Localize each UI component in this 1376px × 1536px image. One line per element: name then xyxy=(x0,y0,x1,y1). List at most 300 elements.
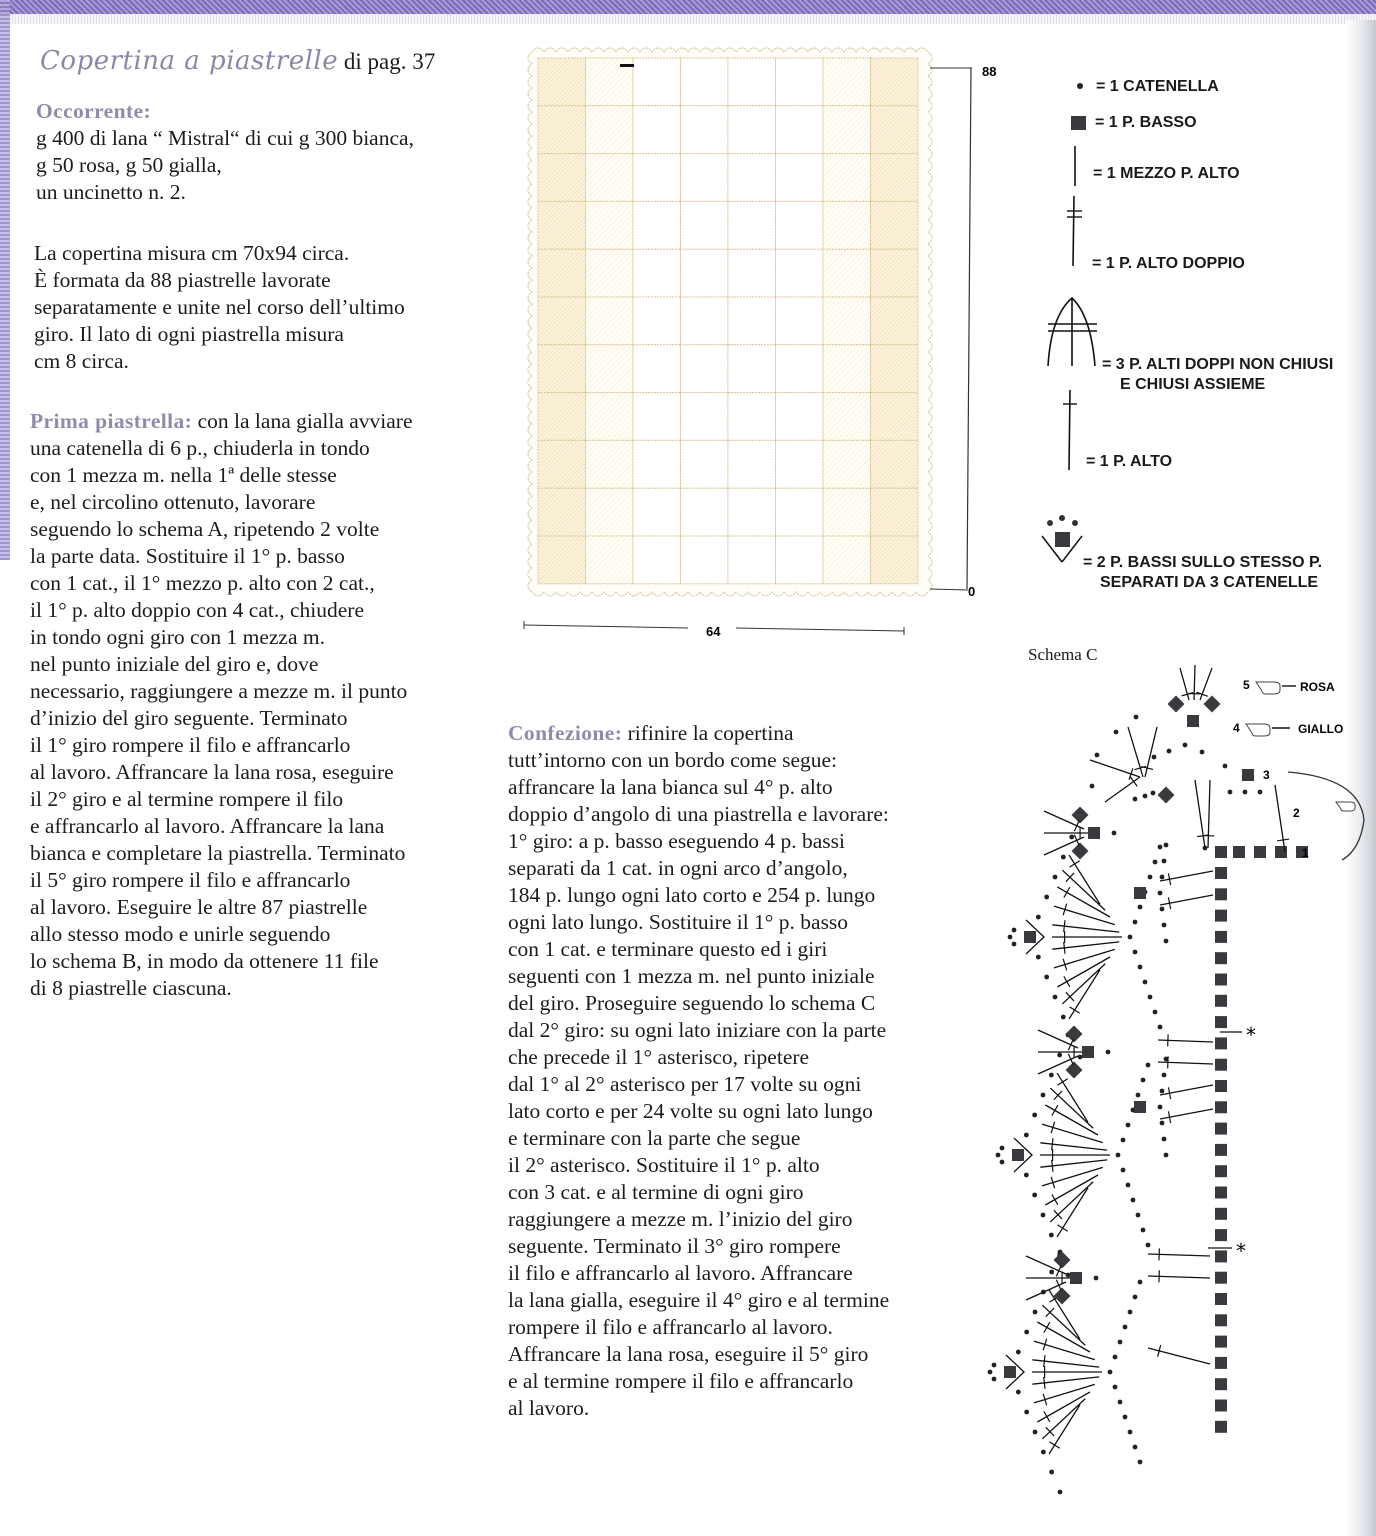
chain-stitch xyxy=(1243,790,1248,795)
page-top-border xyxy=(0,0,1376,14)
chain-stitch xyxy=(1008,935,1013,940)
prima-heading: Prima piastrella: xyxy=(30,409,193,433)
tile-cell xyxy=(681,536,729,584)
prima-line: bianca e completare la piastrella. Terminato xyxy=(30,841,406,865)
prima-line: una catenella di 6 p., chiuderla in tondo xyxy=(30,436,370,460)
single-crochet-stitch xyxy=(1215,974,1227,986)
chain-stitch xyxy=(1146,1243,1151,1248)
single-crochet-stitch xyxy=(1215,1208,1227,1220)
chain-stitch xyxy=(988,1370,993,1375)
asterisk-1: * xyxy=(1246,1023,1256,1047)
tall-stitch xyxy=(1034,1341,1095,1360)
round-label-1: 1 xyxy=(1302,846,1309,860)
tile-cell xyxy=(633,201,681,249)
single-crochet-stitch xyxy=(1215,952,1227,964)
start-marker xyxy=(620,64,634,67)
prima-line: al lavoro. Eseguire le altre 87 piastrelle xyxy=(30,895,368,919)
single-crochet-stitch xyxy=(1215,1293,1227,1305)
tile-cell xyxy=(776,440,824,488)
chain-stitch xyxy=(1143,794,1148,799)
legend-label-alto: = 1 P. ALTO xyxy=(1086,453,1173,470)
tile-cells xyxy=(538,58,918,584)
edging-chart xyxy=(980,660,1376,1510)
tile-cell xyxy=(538,536,586,584)
single-crochet-stitch xyxy=(1215,1016,1227,1028)
single-crochet-stitch xyxy=(1088,827,1100,839)
tile-cell xyxy=(538,154,586,202)
chain-stitch xyxy=(1136,1213,1141,1218)
tile-cell xyxy=(823,249,871,297)
single-crochet-stitch xyxy=(1134,1101,1146,1113)
tile-cell xyxy=(681,440,729,488)
chain-stitch xyxy=(1041,1213,1046,1218)
confezione-line: seguenti con 1 mezza m. nel punto iniziale xyxy=(508,964,875,988)
stitch-crossbar xyxy=(1070,861,1080,867)
confezione-line: del giro. Proseguire seguendo lo schema C xyxy=(508,991,876,1015)
chain-stitch xyxy=(1153,1010,1158,1015)
tall-stitch xyxy=(1057,957,1110,987)
tile-cell xyxy=(728,393,776,441)
tile-cell xyxy=(728,249,776,297)
tall-stitch xyxy=(1160,871,1213,881)
tile-cell xyxy=(538,488,586,536)
single-crochet-stitch xyxy=(1082,1046,1094,1058)
confezione-line: lato corto e per 24 volte su ogni lato lungo xyxy=(508,1099,873,1123)
single-crochet-stitch xyxy=(1215,1314,1227,1326)
chain-stitch xyxy=(1094,1276,1099,1281)
stitch-crossbar xyxy=(1064,920,1065,932)
prima-lines xyxy=(30,435,413,1002)
height-dim-bottom-tick xyxy=(930,589,968,590)
chain-stitch xyxy=(1053,995,1058,1000)
tall-stitch xyxy=(1208,780,1210,848)
tall-stitch xyxy=(1054,949,1115,968)
picot-square-icon xyxy=(1040,514,1086,566)
tile-cell xyxy=(728,345,776,393)
chain-stitch xyxy=(996,1153,1001,1158)
chain-stitch xyxy=(1041,1093,1046,1098)
tile-cell xyxy=(776,345,824,393)
tall-stitch xyxy=(1148,1254,1210,1256)
prima-first-line: con la lana gialla avviare xyxy=(192,409,413,433)
tile-cell xyxy=(586,488,634,536)
pointing-hand-icon xyxy=(1256,682,1296,694)
chain-stitch xyxy=(1112,831,1117,836)
tile-cell xyxy=(871,249,919,297)
tile-cell xyxy=(871,536,919,584)
width-dim-line-left xyxy=(524,625,688,628)
confezione-heading: Confezione: xyxy=(508,721,623,745)
chain-stitch xyxy=(1114,730,1119,735)
tall-stitch xyxy=(1032,1360,1099,1367)
tile-cell xyxy=(728,154,776,202)
title-script: Copertina a piastrelle xyxy=(40,46,339,76)
confezione-line: il 2° asterisco. Sostituire il 1° p. alto xyxy=(508,1153,820,1177)
chain-stitch xyxy=(1118,1340,1123,1345)
chain-stitch xyxy=(1061,1015,1066,1020)
tall-stitch xyxy=(1054,906,1115,925)
intro-line: È formata da 88 piastrelle lavorate xyxy=(34,268,331,292)
prima-line: il 2° giro e al termine rompere il filo xyxy=(30,787,344,811)
tile-cell xyxy=(681,154,729,202)
stitch-crossbar xyxy=(1064,976,1070,986)
legend-label-cluster-1: = 3 P. ALTI DOPPI NON CHIUSI xyxy=(1102,356,1334,373)
treble-crochet-icon xyxy=(1066,196,1086,268)
title-suffix: di pag. 37 xyxy=(343,49,436,74)
three-treble-cluster-icon xyxy=(1045,296,1101,368)
stitch-crossbar xyxy=(1044,1355,1045,1367)
legend-label-alto-doppio: = 1 P. ALTO DOPPIO xyxy=(1092,255,1245,272)
tile-cell xyxy=(633,393,681,441)
page-top-border-shade xyxy=(0,14,1376,24)
stitch-crossbar xyxy=(1056,1280,1061,1291)
tile-cell xyxy=(871,297,919,345)
chain-stitch xyxy=(1024,1410,1029,1415)
single-crochet-stitch xyxy=(1215,1336,1227,1348)
pointing-hand-icon xyxy=(1246,724,1290,736)
chain-stitch xyxy=(1012,942,1017,947)
tile-cell xyxy=(776,106,824,154)
stitch-crossbar xyxy=(1052,1105,1058,1115)
tile-cell xyxy=(538,393,586,441)
chain-stitch xyxy=(1036,955,1041,960)
tile-cell xyxy=(776,201,824,249)
chain-stitch xyxy=(1024,1173,1029,1178)
chain-stitch xyxy=(1024,1133,1029,1138)
intro-section xyxy=(34,240,405,375)
chain-stitch xyxy=(1069,835,1074,840)
chain-stitch xyxy=(1032,1193,1037,1198)
tall-stitch xyxy=(1032,1377,1099,1384)
confezione-line: raggiungere a mezze m. l’inizio del giro xyxy=(508,1207,853,1231)
page-left-border xyxy=(0,0,10,560)
stitch-crossbar xyxy=(1052,1138,1053,1150)
tile-cell xyxy=(823,345,871,393)
stitch-crossbar xyxy=(1064,942,1065,954)
yarn-label-giallo: GIALLO xyxy=(1298,722,1344,736)
stitch-crossbar xyxy=(1068,1039,1073,1050)
confezione-line: ogni lato lungo. Sostituire il 1° p. basso xyxy=(508,910,849,934)
chain-stitch xyxy=(1151,791,1156,796)
tile-cell xyxy=(823,536,871,584)
confezione-line: affrancare la lana bianca sul 4° p. alto xyxy=(508,775,833,799)
confezione-line: doppio d’angolo di una piastrella e lavorare: xyxy=(508,802,889,826)
chain-stitch xyxy=(1152,755,1157,760)
tile-cell xyxy=(538,106,586,154)
tile-cell xyxy=(871,106,919,154)
chain-stitch xyxy=(1158,845,1163,850)
single-crochet-stitch xyxy=(1254,846,1266,858)
confezione-line: e terminare con la parte che segue xyxy=(508,1126,801,1150)
chain-stitch xyxy=(1134,715,1139,720)
chain-stitch xyxy=(1016,1350,1021,1355)
intro-lines xyxy=(34,240,405,375)
tall-stitch xyxy=(1158,1062,1213,1064)
intro-line: cm 8 circa. xyxy=(34,349,129,373)
tile-cell xyxy=(776,249,824,297)
tall-stitch xyxy=(1045,1175,1098,1205)
occorrente-heading: Occorrente: xyxy=(36,99,152,123)
chain-stitch xyxy=(1106,1050,1111,1055)
height-label-top: 88 xyxy=(982,64,997,79)
confezione-line: con 3 cat. e al termine di ogni giro xyxy=(508,1180,804,1204)
single-crochet-stitch xyxy=(1215,1229,1227,1241)
tile-grid xyxy=(520,44,1000,654)
chain-stitch xyxy=(1049,1073,1054,1078)
tile-cell xyxy=(633,536,681,584)
chain-stitch xyxy=(1113,1355,1118,1360)
tile-cell xyxy=(586,393,634,441)
symbol-legend xyxy=(1040,70,1376,610)
chain-stitch xyxy=(1162,1137,1167,1142)
diamond-stitch xyxy=(1204,696,1221,713)
chain-stitch xyxy=(1158,891,1163,896)
chain-stitch xyxy=(1148,875,1153,880)
chain-stitch xyxy=(1133,920,1138,925)
tile-cell xyxy=(538,345,586,393)
chain-stitch xyxy=(1058,1490,1063,1495)
single-crochet-square-icon xyxy=(1070,115,1088,133)
single-crochet-stitch xyxy=(1215,995,1227,1007)
chain-stitch xyxy=(1153,860,1158,865)
chain-stitch xyxy=(1044,895,1049,900)
prima-line: il 1° giro rompere il filo e affrancarlo xyxy=(30,733,351,757)
tile-cell xyxy=(823,201,871,249)
chain-stitch xyxy=(1133,950,1138,955)
tile-cell xyxy=(776,154,824,202)
chain-stitch xyxy=(1146,1063,1151,1068)
tile-cell xyxy=(728,201,776,249)
chain-stitch xyxy=(1123,1415,1128,1420)
prima-line: allo stesso modo e unirle seguendo xyxy=(30,922,331,946)
tall-stitch xyxy=(1040,1143,1107,1150)
chain-stitch xyxy=(1141,1228,1146,1233)
tile-cell xyxy=(586,345,634,393)
chain-stitch xyxy=(1000,1146,1005,1151)
round-label-5: 5 xyxy=(1243,678,1250,692)
single-crochet-stitch xyxy=(1215,1357,1227,1369)
confezione-line: separati da 1 cat. in ogni arco d’angolo, xyxy=(508,856,848,880)
confezione-section xyxy=(508,720,889,1422)
round-label-2: 2 xyxy=(1293,806,1300,820)
chain-stitch xyxy=(1141,1078,1146,1083)
tile-cell xyxy=(681,106,729,154)
chain-stitch xyxy=(992,1363,997,1368)
tile-cell xyxy=(633,297,681,345)
single-crochet-stitch xyxy=(1215,1080,1227,1092)
confezione-line: al lavoro. xyxy=(508,1396,590,1420)
chain-stitch xyxy=(1012,928,1017,933)
chain-stitch xyxy=(992,1377,997,1382)
width-dim-line-right xyxy=(736,628,904,631)
single-crochet-stitch xyxy=(1024,931,1036,943)
chain-stitch xyxy=(1128,935,1133,940)
edging-chart-marks xyxy=(988,665,1308,1494)
tile-cell xyxy=(633,58,681,106)
chain-stitch xyxy=(1162,923,1167,928)
chain-stitch xyxy=(1136,1093,1141,1098)
prima-line: il 1° p. alto doppio con 4 cat., chiudere xyxy=(30,598,364,622)
chain-stitch xyxy=(1066,1273,1071,1278)
tile-cell xyxy=(538,249,586,297)
tall-stitch xyxy=(1045,1105,1098,1135)
chain-stitch xyxy=(1131,1198,1136,1203)
tall-stitch xyxy=(1052,925,1119,932)
chain-stitch xyxy=(1126,1123,1131,1128)
tile-cell xyxy=(633,106,681,154)
chain-stitch xyxy=(1158,1105,1163,1110)
round-label-3: 3 xyxy=(1263,768,1270,782)
chain-stitch xyxy=(1123,1325,1128,1330)
chain-stitch xyxy=(1126,1183,1131,1188)
confezione-line: con 1 cat. e terminare questo ed i giri xyxy=(508,937,828,961)
single-crochet-stitch xyxy=(1070,1272,1082,1284)
prima-line: con 1 cat., il 1° mezzo p. alto con 2 cat., xyxy=(30,571,375,595)
tile-cell xyxy=(871,201,919,249)
tile-cell xyxy=(871,393,919,441)
tile-cell xyxy=(538,297,586,345)
chain-stitch xyxy=(1183,743,1188,748)
chain-stitch xyxy=(1258,790,1263,795)
chain-stitch xyxy=(1148,995,1153,1000)
chain-stitch xyxy=(1078,1055,1083,1060)
tile-cell xyxy=(681,488,729,536)
single-crochet-stitch xyxy=(1215,846,1227,858)
stitch-crossbar xyxy=(1056,1265,1061,1276)
yarn-label-rosa: ROSA xyxy=(1300,680,1335,694)
legend-label-mezzo-alto: = 1 MEZZO P. ALTO xyxy=(1093,165,1240,182)
prima-piastrella-section xyxy=(30,408,413,1002)
stitch-crossbar xyxy=(1074,835,1079,846)
diamond-stitch xyxy=(1066,1026,1083,1043)
chain-stitch xyxy=(1160,1089,1165,1094)
prima-line: e, nel circolino ottenuto, lavorare xyxy=(30,490,316,514)
chain-dot-icon xyxy=(1074,80,1086,92)
diamond-stitch xyxy=(1168,696,1185,713)
tile-cell xyxy=(728,488,776,536)
single-crochet-stitch xyxy=(1215,888,1227,900)
single-crochet-stitch xyxy=(1215,910,1227,922)
single-crochet-stitch xyxy=(1215,1378,1227,1390)
single-crochet-stitch xyxy=(1215,1165,1227,1177)
chain-stitch xyxy=(1049,1233,1054,1238)
chain-stitch xyxy=(1128,1310,1133,1315)
occorrente-line: un uncinetto n. 2. xyxy=(36,180,186,204)
tile-cell xyxy=(823,297,871,345)
chain-stitch xyxy=(1160,907,1165,912)
chain-stitch xyxy=(1138,1280,1143,1285)
tall-stitch xyxy=(1148,1276,1210,1278)
tile-cell xyxy=(586,297,634,345)
chain-stitch xyxy=(1033,1430,1038,1435)
tile-cell xyxy=(728,106,776,154)
single-crochet-stitch xyxy=(1134,887,1146,899)
chain-stitch xyxy=(1000,1160,1005,1165)
legend-label-picot-2: SEPARATI DA 3 CATENELLE xyxy=(1100,574,1319,591)
single-crochet-stitch xyxy=(1012,1149,1024,1161)
chain-stitch xyxy=(1090,784,1095,789)
prima-line: in tondo ogni giro con 1 mezza m. xyxy=(30,625,325,649)
single-crochet-stitch xyxy=(1215,1250,1227,1262)
single-crochet-stitch xyxy=(1215,1123,1227,1135)
confezione-line: 184 p. lungo ogni lato corto e 254 p. lungo xyxy=(508,883,876,907)
chain-stitch xyxy=(1044,975,1049,980)
tile-cell xyxy=(538,201,586,249)
occorrente-section xyxy=(36,98,414,206)
chain-stitch xyxy=(1128,1430,1133,1435)
tile-cell xyxy=(681,345,729,393)
chain-stitch xyxy=(1160,875,1165,880)
intro-line: La copertina misura cm 70x94 circa. xyxy=(34,241,350,265)
prima-line: la parte data. Sostituire il 1° p. basso xyxy=(30,544,345,568)
tile-cell xyxy=(823,58,871,106)
tile-cell xyxy=(728,440,776,488)
tile-cell xyxy=(728,297,776,345)
confezione-line: il filo e affrancarlo al lavoro. Affrancare xyxy=(508,1261,853,1285)
tile-cell xyxy=(776,393,824,441)
chain-stitch xyxy=(1133,797,1138,802)
chain-stitch xyxy=(1167,749,1172,754)
tall-stitch xyxy=(1275,785,1285,852)
occorrente-lines xyxy=(36,125,414,206)
chain-stitch xyxy=(1164,1153,1169,1158)
tall-stitch xyxy=(1034,1384,1095,1403)
stitch-crossbar xyxy=(1064,887,1070,897)
prima-line: necessario, raggiungere a mezze m. il punto xyxy=(30,679,408,703)
chain-stitch xyxy=(1032,1113,1037,1118)
single-crochet-stitch xyxy=(1215,1101,1227,1113)
chain-stitch xyxy=(1095,753,1100,758)
height-dim-line xyxy=(967,68,971,589)
tile-cell xyxy=(538,58,586,106)
stitch-crossbar xyxy=(1044,1322,1050,1332)
chain-stitch xyxy=(1138,965,1143,970)
prima-line: e affrancarlo al lavoro. Affrancare la lana xyxy=(30,814,385,838)
chain-stitch xyxy=(1024,1330,1029,1335)
chain-stitch xyxy=(1061,855,1066,860)
chain-stitch xyxy=(1053,875,1058,880)
confezione-line: la lana gialla, eseguire il 4° giro e al termine xyxy=(508,1288,890,1312)
occorrente-line: g 400 di lana “ Mistral“ di cui g 300 bianca, xyxy=(36,126,414,150)
chain-stitch xyxy=(1049,1470,1054,1475)
tile-cell xyxy=(681,249,729,297)
height-label-bottom: 0 xyxy=(968,584,976,599)
tile-cell xyxy=(633,345,681,393)
tile-cell xyxy=(776,297,824,345)
single-crochet-stitch xyxy=(1215,1187,1227,1199)
stitch-crossbar xyxy=(1068,1054,1073,1065)
tall-stitch xyxy=(1037,1322,1090,1352)
legend-label-picot-1: = 2 P. BASSI SULLO STESSO P. xyxy=(1083,554,1323,571)
schema-c-diagram xyxy=(980,660,1376,1515)
stitch-crossbar xyxy=(1044,1411,1050,1421)
tile-cell xyxy=(538,440,586,488)
chain-stitch xyxy=(1057,1053,1062,1058)
stitch-crossbar xyxy=(1058,1225,1068,1231)
stitch-crossbar xyxy=(1052,1194,1058,1204)
schema-c-title: Schema C xyxy=(1028,645,1098,664)
single-crochet-stitch xyxy=(1215,1059,1227,1071)
chain-stitch xyxy=(1049,1270,1054,1275)
tile-cell xyxy=(823,154,871,202)
stitch-crossbar xyxy=(1130,777,1137,787)
tall-stitch xyxy=(1040,1160,1107,1167)
double-crochet-icon xyxy=(1062,390,1082,472)
confezione-line: rompere il filo e affrancarlo al lavoro. xyxy=(508,1315,833,1339)
tile-cell xyxy=(871,488,919,536)
single-crochet-stitch xyxy=(1187,715,1199,727)
tall-stitch xyxy=(1057,887,1110,917)
